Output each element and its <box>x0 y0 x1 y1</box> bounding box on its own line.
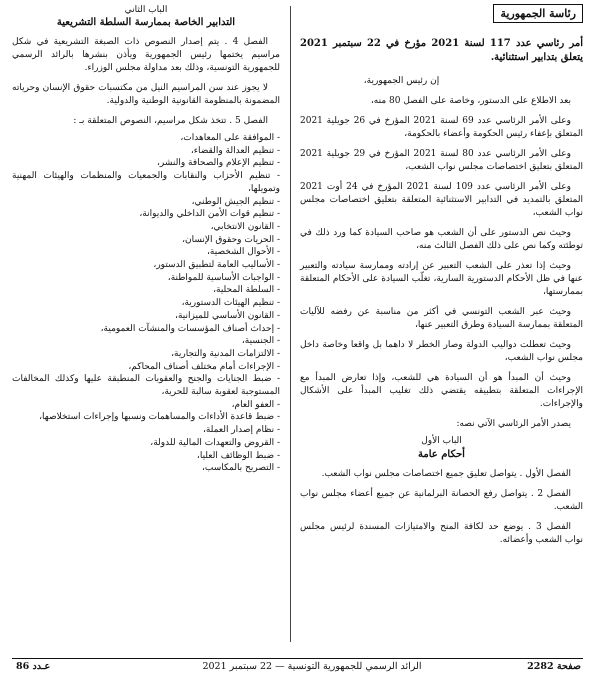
left-column <box>12 4 280 475</box>
recital-paragraph: وحيث إذا تعذر على الشعب التعبير عن إرادته وممارسة سيادته والتعبير عنها في ظل الأحكام الدستورية السارية، تغلّب السيادة على الأحكام المتعلقة بممارستها، <box>300 261 583 297</box>
chapter-two-label: الباب الثاني <box>124 5 168 15</box>
column-divider <box>290 6 291 642</box>
list-item: - ضبط الوظائف العليا، <box>196 450 280 461</box>
chapter-two-title: التدابير الخاصة بممارسة السلطة التشريعية <box>56 17 236 28</box>
recital-paragraph: وعلى الأمر الرئاسي عدد 69 لسنة 2021 المؤرخ في 26 جويلية 2021 المتعلق بإعفاء رئيس الحكومة وأعضاء بالحكومة، <box>300 116 583 139</box>
list-item: - القانون الأساسي للميزانية، <box>175 310 280 321</box>
list-item: - الحريات وحقوق الإنسان، <box>182 234 280 245</box>
article-paragraph: الفصل 2 . يتواصل رفع الحصانة البرلمانية عن جميع أعضاء مجلس نواب الشعب. <box>300 489 583 512</box>
list-item: - تنظيم الجيش الوطني، <box>191 196 280 207</box>
list-item: - التصريح بالمكاسب، <box>202 463 280 474</box>
list-item: - الواجبات الأساسية للمواطنة، <box>167 272 280 283</box>
article-paragraph: الفصل 5 . تتخذ شكل مراسيم، النصوص المتعلقة بـ : <box>73 116 268 126</box>
list-item: - ضبط قاعدة الأداءات والمساهمات ونسبها وإجراءات استخلاصها، <box>39 412 280 423</box>
page-number: صفحة 2282 <box>527 661 581 672</box>
list-item: - القانون الانتخابي، <box>210 221 280 232</box>
decree-title: أمر رئاسي عدد 117 لسنة 2021 مؤرخ في 22 سبتمبر 2021 يتعلق بتدابير استثنائية. <box>300 38 583 63</box>
article-paragraph: لا يجوز عند سن المراسيم النيل من مكتسبات حقوق الإنسان وحرياته المضمونة بالمنظومة القانونية الوطنية والدولية. <box>12 83 280 106</box>
issue-number: عـدد 86 <box>16 661 51 672</box>
list-item: - تنظيم الهيئات الدستورية، <box>181 298 280 309</box>
recital-paragraph: وحيث نص الدستور على أن الشعب هو صاحب السيادة كما ورد ذلك في توطئته وكما نص على ذلك الفصل الثالث منه، <box>300 228 583 251</box>
article-paragraph: الفصل الأول . يتواصل تعليق جميع اختصاصات مجلس نواب الشعب. <box>321 469 571 479</box>
right-column <box>300 4 583 547</box>
list-item: - الأساليب العامة لتطبيق الدستور، <box>153 260 280 271</box>
article-paragraph: الفصل 3 . يوضع حد لكافة المنح والامتيازات المسندة لرئيس مجلس نواب الشعب وأعضائه. <box>300 522 583 545</box>
list-item: - الأحوال الشخصية، <box>207 247 280 258</box>
journal-title: الرائد الرسمي للجمهورية التونسية — 22 سبتمبر 2021 <box>202 661 422 672</box>
recital-paragraph: بعد الاطلاع على الدستور، وخاصة على الفصل 80 منه، <box>370 96 571 106</box>
article-five-list <box>12 132 280 475</box>
list-item: - ضبط الجنايات والجنح والعقوبات المنطبقة عليها وكذلك المخالفات المستوجبة لعقوبة سالبة للحرية، <box>12 374 280 398</box>
list-item: - الالتزامات المدنية والتجارية، <box>171 348 280 359</box>
chapter-one-label: الباب الأول <box>421 436 462 446</box>
issue-line: يصدر الأمر الرئاسي الآتي نصه: <box>456 419 571 429</box>
presidency-badge: رئاسة الجمهورية <box>493 4 583 23</box>
list-item: - الجنسية، <box>241 336 280 347</box>
chapter-one-title: أحكام عامة <box>418 449 465 460</box>
recital-paragraph: وحيث تعطلت دواليب الدولة وصار الخطر لا داهما بل واقعا وخاصة داخل مجلس نواب الشعب، <box>300 340 583 363</box>
list-item: - تنظيم قوات الأمن الداخلي والديوانة، <box>139 209 280 220</box>
recital-paragraph: وحيث عبر الشعب التونسي في أكثر من مناسبة عن رفضه للآليات المتعلقة بممارسة السيادة وطرق التعبير عنها، <box>300 307 583 330</box>
decree-intro: إن رئيس الجمهورية، <box>363 76 440 86</box>
list-item: - تنظيم الإعلام والصحافة والنشر، <box>156 158 280 169</box>
list-item: - الإجراءات أمام مختلف أصناف المحاكم، <box>128 361 280 372</box>
list-item: - تنظيم الأحزاب والنقابات والجمعيات والمنظمات والهيئات المهنية وتمويلها، <box>12 171 280 194</box>
list-item: - العفو العام، <box>231 399 280 410</box>
recital-paragraph: وحيث أن المبدأ هو أن السيادة هي للشعب، وإذا تعارض المبدأ مع الإجراءات المتعلقة بتطبيقه يقتضي ذلك تغليب المبدأ على الأشكال والإجراءات. <box>300 373 583 409</box>
recital-paragraph: وعلى الأمر الرئاسي عدد 80 لسنة 2021 المؤرخ في 29 جويلية 2021 المتعلق بتعليق اختصاصات مجلس نواب الشعب، <box>300 149 583 172</box>
list-item: - تنظيم العدالة والقضاء، <box>190 145 280 156</box>
list-item: - السلطة المحلية، <box>213 285 280 296</box>
list-item: - إحداث أصناف المؤسسات والمنشآت العمومية، <box>100 323 280 334</box>
page-footer <box>12 658 583 675</box>
recital-paragraph: وعلى الأمر الرئاسي عدد 109 لسنة 2021 المؤرخ في 24 أوت 2021 المتعلق بالتمديد في التدابير الاستثنائية المتعلقة بتعليق اختصاصات مجلس نواب الشعب، <box>300 182 583 218</box>
list-item: - الموافقة على المعاهدات، <box>180 133 280 143</box>
list-item: - القروض والتعهدات المالية للدولة، <box>150 437 280 448</box>
article-paragraph: الفصل 4 . يتم إصدار النصوص ذات الصبغة التشريعية في شكل مراسيم يختمها رئيس الجمهورية ويأذن بنشرها بالرائد الرسمي للجمهورية التونسية، وذلك بعد مداولة مجلس الوزراء. <box>12 37 280 73</box>
list-item: - نظام إصدار العملة، <box>202 425 280 436</box>
